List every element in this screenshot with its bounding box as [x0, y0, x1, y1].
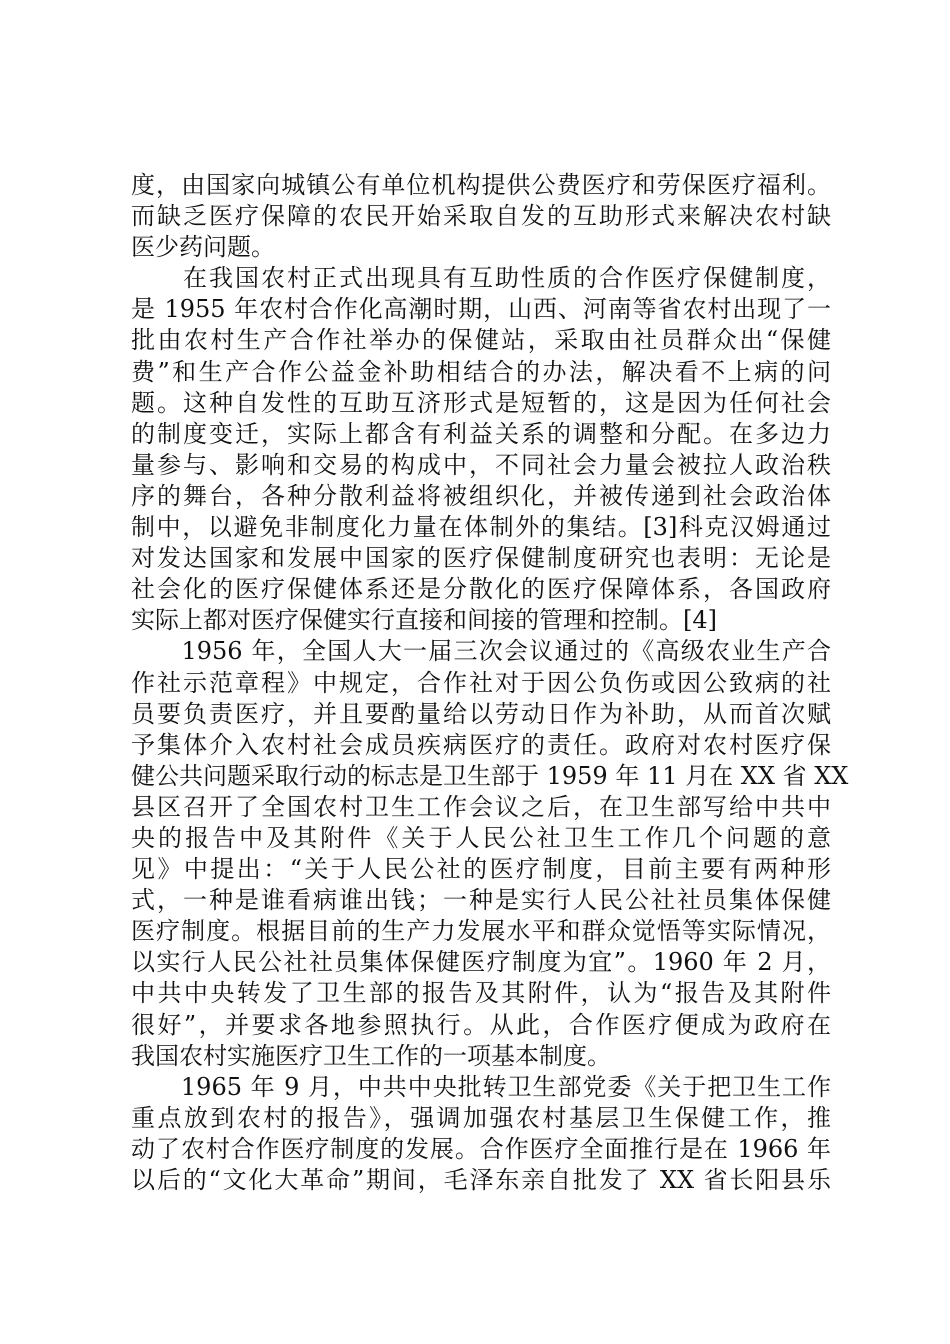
text-line: 动了农村合作医疗制度的发展。合作医疗全面推行是在 1966 年 [131, 1134, 831, 1163]
text-line: 以后的“文化大革命”期间，毛泽东亲自批发了 XX 省长阳县乐 [131, 1166, 831, 1194]
text-line: 医少药问题。 [131, 233, 275, 262]
text-line: 式，一种是谁看病谁出钱；一种是实行人民公社社员集体保健 [131, 886, 831, 915]
text-line: 县区召开了全国农村卫生工作会议之后，在卫生部写给中共中 [131, 792, 831, 821]
text-line: 作社示范章程》中规定，合作社对于因公负伤或因公致病的社 [131, 668, 831, 697]
text-line: 的制度变迁，实际上都含有利益关系的调整和分配。在多边力 [131, 419, 831, 448]
text-line: 在我国农村正式出现具有互助性质的合作医疗保健制度， [131, 264, 831, 293]
text-line: 中共中央转发了卫生部的报告及其附件，认为“报告及其附件 [131, 979, 831, 1008]
text-line: 我国农村实施医疗卫生工作的一项基本制度。 [131, 1041, 611, 1070]
text-line: 题。这种自发性的互助互济形式是短暂的，这是因为任何社会 [131, 388, 831, 417]
text-line: 予集体介入农村社会成员疾病医疗的责任。政府对农村医疗保 [131, 730, 831, 759]
text-line: 批由农村生产合作社举办的保健站，采取由社员群众出“保健 [131, 326, 831, 355]
text-line: 实际上都对医疗保健实行直接和间接的管理和控制。[4] [131, 606, 717, 635]
text-line: 1956 年，全国人大一届三次会议通过的《高级农业生产合 [131, 637, 831, 666]
text-line: 1965 年 9 月，中共中央批转卫生部党委《关于把卫生工作 [131, 1072, 831, 1101]
text-line: 度，由国家向城镇公有单位机构提供公费医疗和劳保医疗福利。 [131, 171, 831, 199]
text-line: 员要负责医疗，并且要酌量给以劳动日作为补助，从而首次赋 [131, 699, 831, 728]
text-line: 量参与、影响和交易的构成中，不同社会力量会被拉人政治秩 [131, 450, 831, 479]
text-line: 制中，以避免非制度化力量在体制外的集结。[3]科克汉姆通过 [131, 513, 831, 542]
text-line: 健公共问题采取行动的标志是卫生部于 1959 年 11 月在 XX 省 XX [131, 761, 849, 790]
text-line: 对发达国家和发展中国家的医疗保健制度研究也表明：无论是 [131, 544, 831, 573]
text-line: 序的舞台，各种分散利益将被组织化，并被传递到社会政治体 [131, 481, 831, 510]
text-line: 央的报告中及其附件《关于人民公社卫生工作几个问题的意 [131, 823, 831, 852]
text-line: 以实行人民公社社员集体保健医疗制度为宜”。1960 年 2 月， [131, 948, 831, 977]
text-line: 重点放到农村的报告》，强调加强农村基层卫生保健工作，推 [131, 1103, 831, 1132]
text-line: 医疗制度。根据目前的生产力发展水平和群众觉悟等实际情况， [131, 917, 831, 946]
text-line: 是 1955 年农村合作化高潮时期，山西、河南等省农村出现了一 [131, 295, 831, 324]
text-line: 社会化的医疗保健体系还是分散化的医疗保障体系，各国政府 [131, 575, 831, 604]
text-line: 很好”，并要求各地参照执行。从此，合作医疗便成为政府在 [131, 1010, 831, 1039]
text-line: 而缺乏医疗保障的农民开始采取自发的互助形式来解决农村缺 [131, 202, 831, 231]
body-text [131, 170, 849, 1196]
text-line: 费”和生产合作公益金补助相结合的办法，解决看不上病的问 [131, 357, 831, 386]
text-line: 见》中提出：“关于人民公社的医疗制度，目前主要有两种形 [131, 855, 831, 884]
